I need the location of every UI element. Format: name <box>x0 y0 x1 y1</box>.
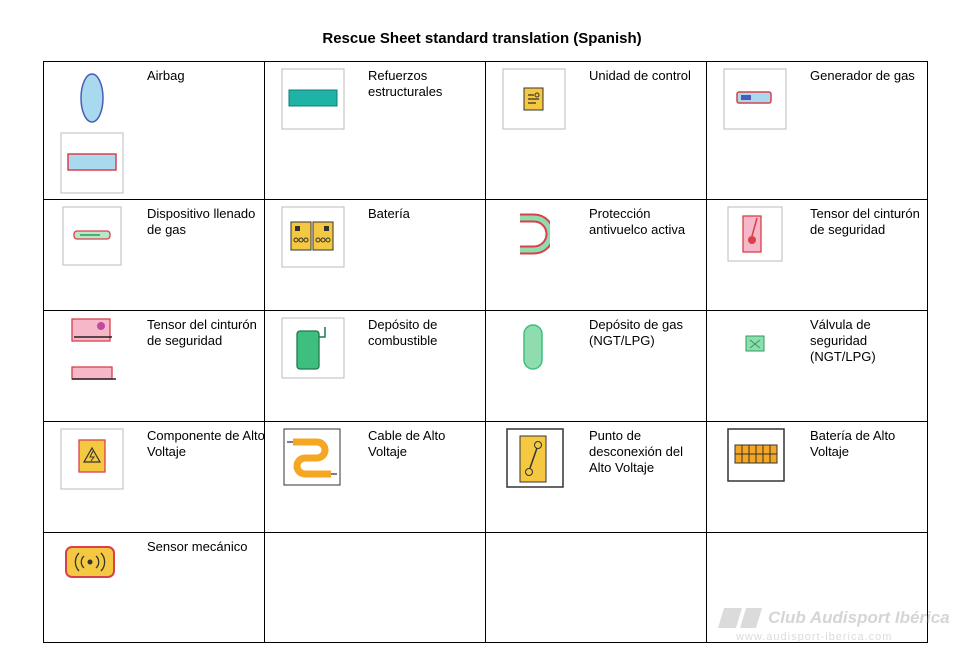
battery-icon <box>281 206 345 268</box>
item-label: Componente de Alto Voltaje <box>147 428 265 459</box>
item-label: Tensor del cinturón de seguridad <box>147 317 257 348</box>
table-cell <box>44 422 265 533</box>
table-cell <box>265 311 486 422</box>
watermark <box>716 604 964 648</box>
item-label: Unidad de control <box>589 68 691 83</box>
item-label: Depósito de gas (NGT/LPG) <box>589 317 683 348</box>
airbag-icon <box>60 132 124 194</box>
item-label: Generador de gas <box>810 68 915 83</box>
gas-filling-device-icon <box>62 206 122 266</box>
table-cell <box>265 62 486 200</box>
table-cell <box>265 533 486 643</box>
table-cell <box>707 422 928 533</box>
item-label: Batería <box>368 206 410 221</box>
high-voltage-cable-icon <box>283 428 341 486</box>
item-label: Dispositivo llenado de gas <box>147 206 256 237</box>
table-cell <box>486 422 707 533</box>
table-cell <box>486 200 707 311</box>
table-cell <box>486 533 707 643</box>
watermark-name: Club Audisport Ibérica <box>768 608 950 627</box>
symbol-table <box>43 61 928 643</box>
item-label: Sensor mecánico <box>147 539 248 554</box>
table-cell <box>707 62 928 200</box>
table-cell <box>44 533 265 643</box>
table-cell <box>44 311 265 422</box>
item-label: Válvula de seguridad (NGT/LPG) <box>810 317 876 364</box>
table-cell <box>265 422 486 533</box>
club-logo-icon <box>718 606 762 630</box>
high-voltage-battery-icon <box>727 428 785 482</box>
structural-reinforcement-icon <box>281 68 345 130</box>
table-cell <box>486 62 707 200</box>
airbag-icon <box>79 72 105 124</box>
seatbelt-tensioner-alt-icon <box>70 317 118 383</box>
item-label: Depósito de combustible <box>368 317 438 348</box>
item-label: Tensor del cinturón de seguridad <box>810 206 920 237</box>
safety-valve-icon <box>745 335 765 353</box>
item-label: Batería de Alto Voltaje <box>810 428 896 459</box>
table-cell <box>707 311 928 422</box>
table-cell <box>44 62 265 200</box>
item-label: Cable de Alto Voltaje <box>368 428 446 459</box>
control-unit-icon <box>502 68 566 130</box>
fuel-tank-icon <box>281 317 345 379</box>
gas-generator-icon <box>723 68 787 130</box>
seatbelt-tensioner-icon <box>727 206 783 262</box>
gas-tank-icon <box>522 323 544 371</box>
high-voltage-disconnect-icon <box>506 428 564 488</box>
mechanical-sensor-icon <box>64 545 116 581</box>
table-cell <box>486 311 707 422</box>
watermark-url: www.audisport-iberica.com <box>736 631 893 643</box>
table-cell <box>265 200 486 311</box>
table-cell <box>44 200 265 311</box>
table-cell <box>707 200 928 311</box>
item-label: Protección antivuelco activa <box>589 206 686 237</box>
rollover-protection-icon <box>516 212 550 256</box>
page-title: Rescue Sheet standard translation (Spanish) <box>322 30 642 47</box>
item-label: Punto de desconexión del Alto Voltaje <box>589 428 683 475</box>
high-voltage-component-icon <box>60 428 124 490</box>
item-label: Airbag <box>147 68 185 83</box>
item-label: Refuerzos estructurales <box>368 68 443 99</box>
